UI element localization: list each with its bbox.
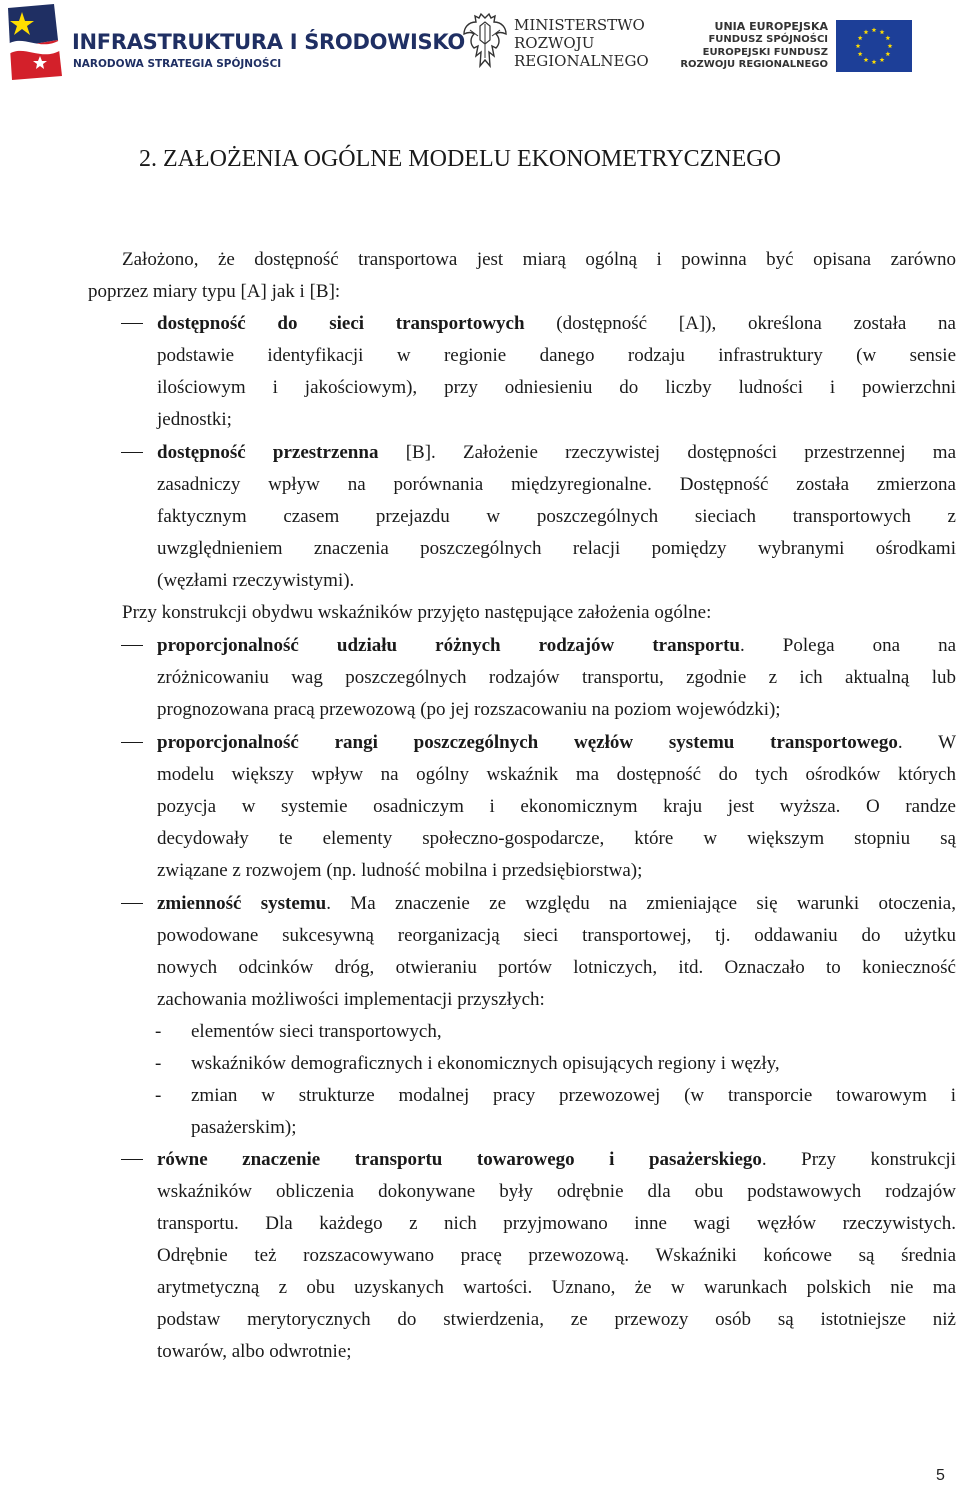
bullet-dash <box>121 645 143 646</box>
ministry-line-1: MINISTERSTWO <box>514 16 645 34</box>
list-item-text: (dostępność [A]), określona została na <box>524 313 956 334</box>
infrastruktura-title: INFRASTRUKTURA I ŚRODOWISKO <box>72 30 465 54</box>
list-item-bold: proporcjonalność udziału różnych rodzajów transportu <box>157 635 740 656</box>
list-item-line: transportu. Dla każdego z nich przyjmowano inne wagi węzłów rzeczywistych. <box>157 1213 956 1234</box>
list-item-line: wskaźników obliczenia dokonywane były odrębnie dla obu podstawowych rodzajów <box>157 1181 956 1202</box>
list-item-first-line <box>157 1149 956 1171</box>
list-item-text: . Ma znaczenie ze względu na zmieniające się warunki otoczenia, <box>326 893 956 914</box>
list-item-line: towarów, albo odwrotnie; <box>157 1341 352 1362</box>
intro-line: poprzez miary typu [A] jak i [B]: <box>88 281 341 302</box>
ministry-line-3: REGIONALNEGO <box>514 52 649 70</box>
list-item-bold: równe znaczenie transportu towarowego i pasażerskiego <box>157 1149 762 1170</box>
assumptions-intro: Przy konstrukcji obydwu wskaźników przyjęto następujące założenia ogólne: <box>122 602 712 623</box>
list-item-bold: dostępność przestrzenna <box>157 442 379 463</box>
list-item-line: modelu większy wpływ na ogólny wskaźnik ma dostępność do tych ośrodków których <box>157 764 956 785</box>
list-item-line: arytmetyczną z obu uzyskanych wartości. Uznano, że w warunkach polskich nie ma <box>157 1277 956 1298</box>
sub-marker: - <box>155 1053 162 1074</box>
list-item-line: zachowania możliwości implementacji przyszłych: <box>157 989 545 1010</box>
eu-title: UNIA EUROPEJSKA <box>714 20 828 33</box>
list-item-line: powodowane sukcesywną reorganizacją sieci transportowej, tj. oddawaniu do użytku <box>157 925 956 946</box>
sub-marker: - <box>155 1021 162 1042</box>
list-item-first-line <box>157 732 956 754</box>
sub-list-item: wskaźników demograficznych i ekonomicznych opisujących regiony i węzły, <box>191 1053 780 1074</box>
list-item-first-line <box>157 635 956 657</box>
list-item-line: ilościowym i jakościowym), przy odniesieniu do liczby ludności i powierzchni <box>157 377 956 398</box>
list-item-text: . W <box>897 732 956 753</box>
list-item-text: [B]. Założenie rzeczywistej dostępności przestrzennej ma <box>378 442 956 463</box>
list-item-line: (węzłami rzeczywistymi). <box>157 570 355 591</box>
list-item-line: prognozowana pracą przewozową (po jej rozszacowaniu na poziom wojewódzki); <box>157 699 781 720</box>
bullet-dash <box>121 903 143 904</box>
infrastruktura-subtitle: NARODOWA STRATEGIA SPÓJNOŚCI <box>73 58 282 70</box>
bullet-dash <box>121 742 143 743</box>
list-item-line: jednostki; <box>157 409 232 430</box>
list-item-line: podstawie identyfikacji w regionie danego rodzaju infrastruktury (w sensie <box>157 345 956 366</box>
ministry-line-2: ROZWOJU <box>514 34 595 52</box>
list-item-first-line <box>157 442 956 464</box>
list-item-line: Odrębnie też rozszacowywano pracę przewozową. Wskaźniki końcowe są średnia <box>157 1245 956 1266</box>
list-item-line: podstaw merytorycznych do stwierdzenia, ze przewozy osób są istotniejsze niż <box>157 1309 956 1330</box>
eu-line-3: ROZWOJU REGIONALNEGO <box>680 59 828 70</box>
list-item-bold: zmienność systemu <box>157 893 327 914</box>
eu-line-1: FUNDUSZ SPÓJNOŚCI <box>708 34 828 45</box>
eu-line-2: EUROPEJSKI FUNDUSZ <box>702 46 828 58</box>
sub-list-item: elementów sieci transportowych, <box>191 1021 442 1042</box>
bullet-dash <box>121 1159 143 1160</box>
bullet-dash <box>121 452 143 453</box>
bullet-dash <box>121 323 143 324</box>
list-item-line: zasadniczy wpływ na porównania międzyregionalne. Dostępność została zmierzona <box>157 474 956 495</box>
section-heading: 2. ZAŁOŻENIA OGÓLNE MODELU EKONOMETRYCZNEGO <box>139 146 781 172</box>
list-item-line: zróżnicowaniu wag poszczególnych rodzajów transportu, zgodnie z ich aktualną lub <box>157 667 956 688</box>
list-item-text: . Polega ona na <box>739 635 956 656</box>
list-item-first-line <box>157 313 956 335</box>
sub-list-item: zmian w strukturze modalnej pracy przewozowej (w transporcie towarowym i <box>191 1085 956 1106</box>
page-number: 5 <box>936 1467 945 1484</box>
list-item-line: nowych odcinków dróg, otwieraniu portów lotniczych, itd. Oznaczało to konieczność <box>157 957 956 978</box>
list-item-line: decydowały te elementy społeczno-gospodarcze, które w większym stopniu są <box>157 828 956 849</box>
intro-line: Założono, że dostępność transportowa jest miarą ogólną i powinna być opisana zarówno <box>122 249 956 270</box>
list-item-line: faktycznym czasem przejazdu w poszczególnych sieciach transportowych z <box>157 506 956 527</box>
sub-marker: - <box>155 1085 162 1106</box>
list-item-first-line <box>157 893 956 915</box>
list-item-line: związane z rozwojem (np. ludność mobilna i przedsiębiorstwa); <box>157 860 643 881</box>
list-item-text: . Przy konstrukcji <box>761 1149 956 1170</box>
sub-list-item: pasażerskim); <box>191 1117 297 1138</box>
list-item-bold: proporcjonalność rangi poszczególnych węzłów systemu transportowego <box>157 732 898 753</box>
list-item-bold: dostępność do sieci transportowych <box>157 313 525 334</box>
list-item-line: pozycja w systemie osadniczym i ekonomicznym kraju jest wyższa. O randze <box>157 796 956 817</box>
list-item-line: uwzględnieniem znaczenia poszczególnych relacji pomiędzy wybranymi ośrodkami <box>157 538 956 559</box>
